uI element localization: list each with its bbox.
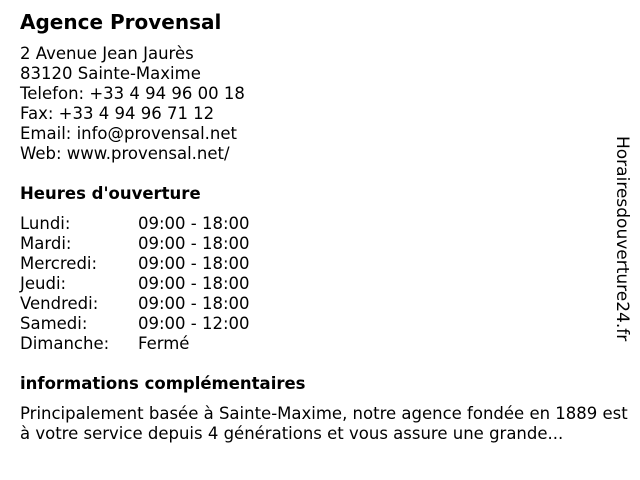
hours-time: Fermé	[138, 334, 190, 353]
hours-time: 09:00 - 18:00	[138, 274, 250, 293]
side-brand-watermark: Horairesdouverture24.fr	[612, 136, 632, 342]
hours-day: Mercredi:	[20, 254, 98, 273]
fax-text: Fax: +33 4 94 96 71 12	[20, 104, 215, 123]
hours-time: 09:00 - 18:00	[138, 294, 250, 313]
hours-time: 09:00 - 12:00	[138, 314, 250, 333]
email-text: Email: info@provensal.net	[20, 124, 238, 143]
info-heading: informations complémentaires	[20, 374, 306, 393]
hours-time: 09:00 - 18:00	[138, 234, 250, 253]
hours-day: Jeudi:	[20, 274, 67, 293]
hours-day: Mardi:	[20, 234, 72, 253]
business-name: Agence Provensal	[20, 10, 222, 34]
phone-text: Telefon: +33 4 94 96 00 18	[20, 84, 245, 103]
web-text: Web: www.provensal.net/	[20, 144, 230, 163]
hours-day: Samedi:	[20, 314, 88, 333]
hours-day: Vendredi:	[20, 294, 99, 313]
hours-heading: Heures d'ouverture	[20, 184, 201, 203]
hours-day: Lundi:	[20, 214, 71, 233]
address-line-city: 83120 Sainte-Maxime	[20, 64, 201, 83]
hours-time: 09:00 - 18:00	[138, 254, 250, 273]
contact-block	[20, 44, 245, 164]
hours-time: 09:00 - 18:00	[138, 214, 250, 233]
address-line-street: 2 Avenue Jean Jaurès	[20, 44, 194, 63]
info-description: Principalement basée à Sainte-Maxime, notre agence fondée en 1889 est à votre service depuis 4 générations et vous assure une grande...	[20, 404, 628, 443]
hours-day: Dimanche:	[20, 334, 110, 353]
